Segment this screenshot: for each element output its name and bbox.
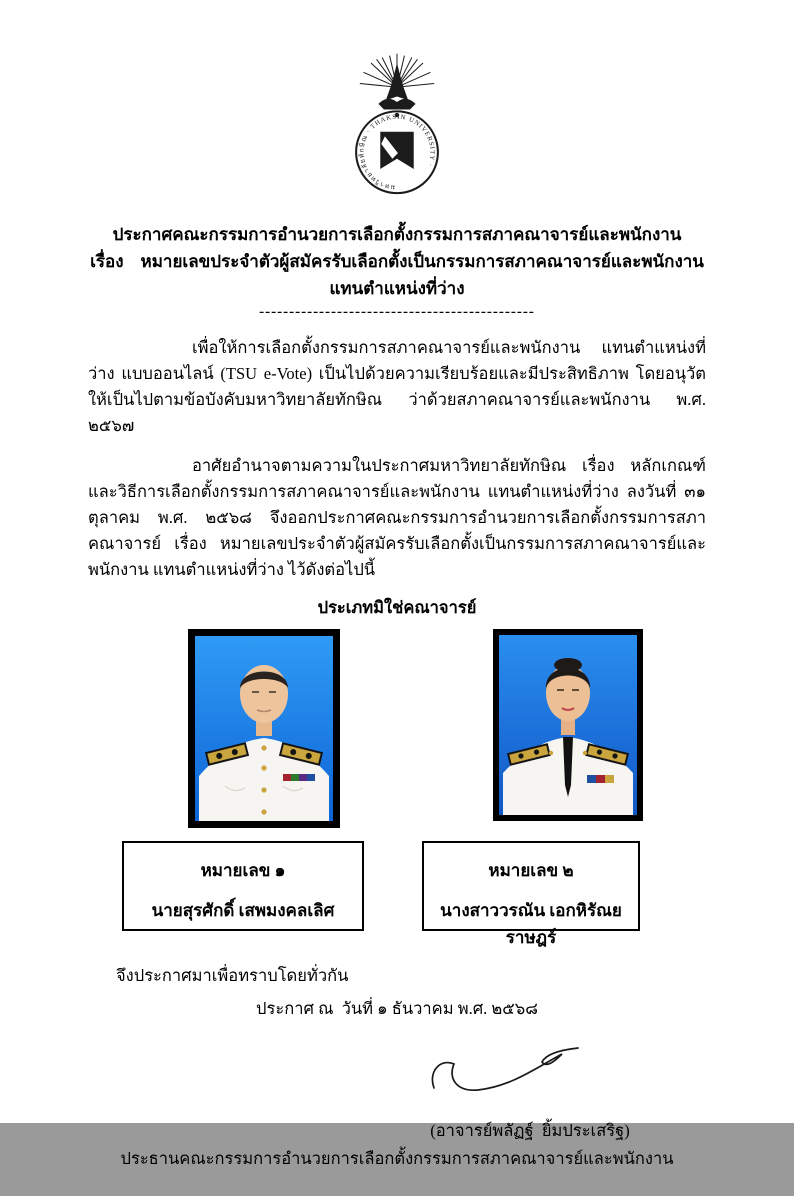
signature-block: [0, 1026, 794, 1196]
signer-title: ประธานคณะกรรมการอำนวยการเลือกตั้งกรรมการสภาคณาจารย์และพนักงาน: [120, 1149, 674, 1168]
candidate-1-number: หมายเลข ๑: [200, 861, 286, 880]
signature-icon: [420, 1044, 585, 1106]
title-line-1: ประกาศคณะกรรมการอำนวยการเลือกตั้งกรรมการสภาคณาจารย์และพนักงาน: [112, 225, 682, 244]
male-candidate-portrait-icon: [195, 636, 333, 821]
female-candidate-portrait-icon: [499, 635, 637, 815]
candidate-2-name: นางสาววรณัน เอกหิรัณยราษฎร์: [440, 901, 622, 947]
seal-area: [0, 0, 794, 213]
thaksin-university-seal-icon: [341, 50, 453, 208]
title-line-2: เรื่อง หมายเลขประจำตัวผู้สมัครรับเลือกตั้งเป็นกรรมการสภาคณาจารย์และพนักงาน: [90, 252, 704, 271]
candidate-1-name: นายสุรศักดิ์ เสพมงคลเลิศ: [151, 901, 335, 920]
body-content: [88, 335, 706, 583]
candidate-2-photo: [493, 629, 643, 821]
title-line-3: แทนตำแหน่งที่ว่าง: [329, 279, 465, 298]
candidate-1-photo: [188, 629, 340, 828]
closing-statement: จึงประกาศมาเพื่อทราบโดยทั่วกัน: [116, 966, 349, 985]
candidate-1-card: [122, 841, 364, 931]
candidate-2-card: [422, 841, 640, 947]
candidate-2-number: หมายเลข ๒: [488, 861, 574, 880]
paragraph-purpose: เพื่อให้การเลือกตั้งกรรมการสภาคณาจารย์และพนักงาน แทนตำแหน่งที่ว่าง แบบออนไลน์ (TSU e-Vote) เป็นไปด้วยความเรียบร้อยและมีประสิทธิภาพ โดยอนุวัตให้เป็นไปตามข้อบังคับมหาวิทยาลัยทักษิณ ว่าด้วยสภาคณาจารย์และพนักงาน พ.ศ. ๒๕๖๗: [88, 338, 706, 435]
paragraph-authority: อาศัยอำนาจตามความในประกาศมหาวิทยาลัยทักษิณ เรื่อง หลักเกณฑ์และวิธีการเลือกตั้งกรรมการสภาคณาจารย์และพนักงาน แทนตำแหน่งที่ว่าง ลงวันที่ ๓๑ ตุลาคม พ.ศ. ๒๕๖๘ จึงออกประกาศคณะกรรมการอำนวยการเลือกตั้งกรรมการสภาคณาจารย์ เรื่อง หมายเลขประจำตัวผู้สมัครรับเลือกตั้งเป็นกรรมการสภาคณาจารย์และพนักงาน แทนตำแหน่งที่ว่าง ไว้ดังต่อไปนี้: [88, 456, 706, 579]
dashed-divider: ----------------------------------------------: [259, 304, 535, 320]
candidate-section: [0, 627, 794, 947]
announcement-date: ประกาศ ณ วันที่ ๑ ธันวาคม พ.ศ. ๒๕๖๘: [256, 999, 538, 1018]
signer-name: (อาจารย์พลัฏฐ์ ยิ้มประเสริฐ): [430, 1121, 630, 1140]
announcement-title: [0, 221, 794, 302]
seal-ring-text: มหาวิทยาลัยทักษิณ · THAKSIN UNIVERSITY ·: [358, 113, 436, 191]
category-heading: ประเภทมิใช่คณาจารย์: [317, 598, 477, 617]
